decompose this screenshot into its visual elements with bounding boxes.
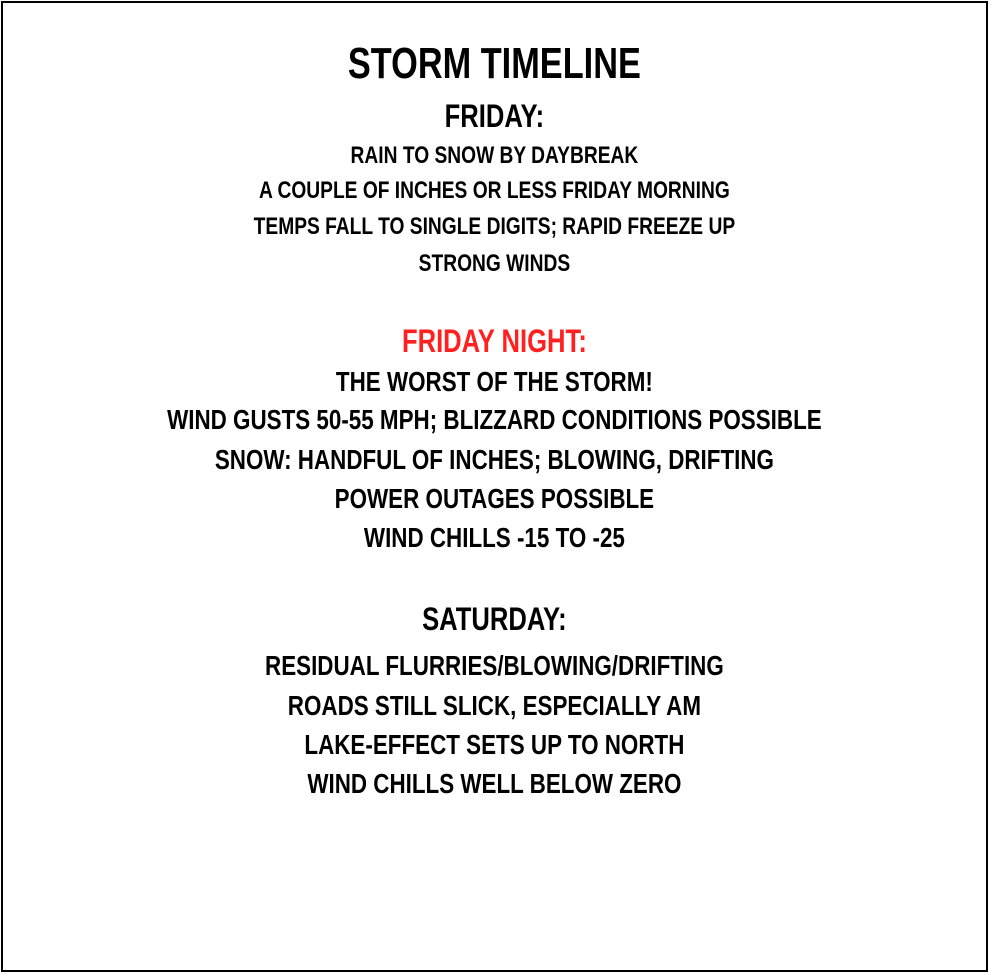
section-heading-saturday: SATURDAY: [422, 601, 567, 637]
section-heading-friday: FRIDAY: [444, 98, 545, 134]
friday-night-line: WIND CHILLS -15 TO -25 [363, 522, 625, 553]
saturday-line: LAKE-EFFECT SETS UP TO NORTH [304, 729, 685, 760]
friday-night-line: WIND GUSTS 50-55 MPH; BLIZZARD CONDITIONS POSSIBLE [167, 404, 822, 435]
friday-line: RAIN TO SNOW BY DAYBREAK [350, 142, 639, 169]
friday-night-line: SNOW: HANDFUL OF INCHES; BLOWING, DRIFTING [214, 444, 774, 475]
friday-night-line: POWER OUTAGES POSSIBLE [334, 483, 655, 514]
friday-line: A COUPLE OF INCHES OR LESS FRIDAY MORNING [258, 177, 730, 204]
page-title: STORM TIMELINE [347, 39, 641, 88]
saturday-line: ROADS STILL SLICK, ESPECIALLY AM [287, 690, 701, 721]
friday-night-line: THE WORST OF THE STORM! [335, 366, 653, 397]
saturday-line: WIND CHILLS WELL BELOW ZERO [307, 768, 682, 799]
section-heading-friday-night: FRIDAY NIGHT: [401, 323, 587, 359]
friday-line: TEMPS FALL TO SINGLE DIGITS; RAPID FREEZE UP [253, 213, 736, 240]
saturday-line: RESIDUAL FLURRIES/BLOWING/DRIFTING [265, 650, 724, 681]
friday-line: STRONG WINDS [418, 250, 571, 277]
